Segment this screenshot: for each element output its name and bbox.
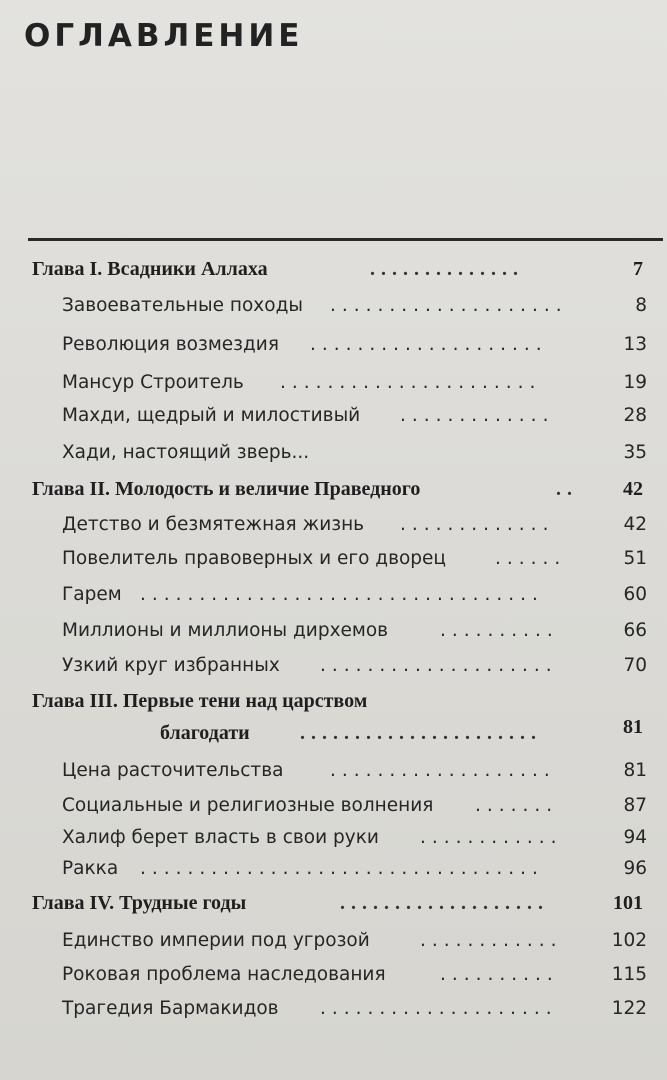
section-page: 81	[623, 760, 647, 781]
section-title: Миллионы и миллионы дирхемов	[62, 620, 389, 641]
section-page: 19	[623, 372, 647, 393]
section-page: 102	[611, 930, 647, 951]
section-title: Халиф берет власть в свои руки	[62, 827, 379, 848]
section-title: Трагедия Бармакидов	[62, 998, 279, 1019]
chapter-title: Глава II. Молодость и величие Праведного	[32, 478, 421, 500]
chapter-title: Глава IV. Трудные годы	[32, 892, 247, 914]
section-title: Завоевательные походы	[62, 295, 303, 316]
section-title: Повелитель правоверных и его дворец	[62, 548, 447, 569]
section-title: Мансур Строитель	[62, 372, 244, 393]
chapter-2-entry	[0, 478, 667, 518]
section-entry	[0, 334, 667, 374]
section-page: 87	[623, 795, 647, 816]
section-page: 115	[611, 964, 647, 985]
dot-leader: ....................	[320, 655, 558, 676]
section-entry	[0, 548, 667, 588]
section-title: Ракка	[62, 858, 119, 879]
section-title: Узкий круг избранных	[62, 655, 280, 676]
dot-leader: ..	[556, 478, 578, 500]
section-page: 66	[623, 620, 647, 641]
chapter-1-entry	[0, 258, 667, 298]
dot-leader: ..........	[440, 620, 559, 641]
dot-leader: ......	[495, 548, 567, 569]
dot-leader: ....................	[310, 334, 548, 355]
dot-leader: ......................	[280, 372, 542, 393]
section-title: Детство и безмятежная жизнь	[62, 514, 365, 535]
section-title: Единство империи под угрозой	[62, 930, 370, 951]
section-page: 13	[623, 334, 647, 355]
dot-leader: ....................	[320, 998, 558, 1019]
section-entry	[0, 405, 667, 445]
chapter-page: 101	[613, 892, 643, 914]
section-title: Социальные и религиозные волнения	[62, 795, 434, 816]
section-page: 94	[623, 827, 647, 848]
section-entry	[0, 760, 667, 800]
section-page: 70	[623, 655, 647, 676]
dot-leader: .............	[400, 514, 555, 535]
dot-leader: ..................................	[140, 584, 544, 605]
toc-heading: ОГЛАВЛЕНИЕ	[24, 18, 304, 54]
section-page: 35	[623, 442, 647, 463]
chapter-page: 42	[623, 478, 643, 500]
section-title: Махди, щедрый и милостивый	[62, 405, 361, 426]
chapter-title-continued: благодати	[160, 722, 250, 744]
dot-leader: ..............	[370, 258, 524, 280]
dot-leader: .............	[400, 405, 555, 426]
section-entry	[0, 998, 667, 1038]
dot-leader: ...................	[340, 892, 549, 914]
section-page: 8	[635, 295, 647, 316]
section-title: Революция возмездия	[62, 334, 279, 355]
dot-leader: ..........	[440, 964, 559, 985]
section-title: Хади, настоящий зверь...	[62, 442, 310, 463]
divider-rule	[28, 238, 663, 241]
section-entry	[0, 620, 667, 660]
dot-leader: ..................................	[140, 858, 544, 879]
dot-leader: ...................	[330, 760, 556, 781]
section-page: 96	[623, 858, 647, 879]
chapter-title: Глава I. Всадники Аллаха	[32, 258, 268, 280]
section-title: Гарем	[62, 584, 122, 605]
chapter-title: Глава III. Первые тени над царством	[32, 690, 368, 712]
section-page: 122	[611, 998, 647, 1019]
chapter-page: 81	[623, 716, 643, 738]
section-page: 60	[623, 584, 647, 605]
dot-leader: ......................	[300, 722, 542, 744]
section-title: Цена расточительства	[62, 760, 284, 781]
section-page: 28	[623, 405, 647, 426]
section-entry	[0, 584, 667, 624]
section-entry	[0, 655, 667, 695]
dot-leader: ....................	[330, 295, 568, 316]
dot-leader: ............	[420, 827, 563, 848]
section-page: 42	[623, 514, 647, 535]
section-entry	[0, 295, 667, 335]
section-entry	[0, 442, 667, 482]
dot-leader: .......	[475, 795, 559, 816]
section-title: Роковая проблема наследования	[62, 964, 386, 985]
section-page: 51	[623, 548, 647, 569]
chapter-3-entry	[0, 690, 667, 752]
chapter-4-entry	[0, 892, 667, 932]
chapter-page: 7	[633, 258, 643, 280]
dot-leader: ............	[420, 930, 563, 951]
